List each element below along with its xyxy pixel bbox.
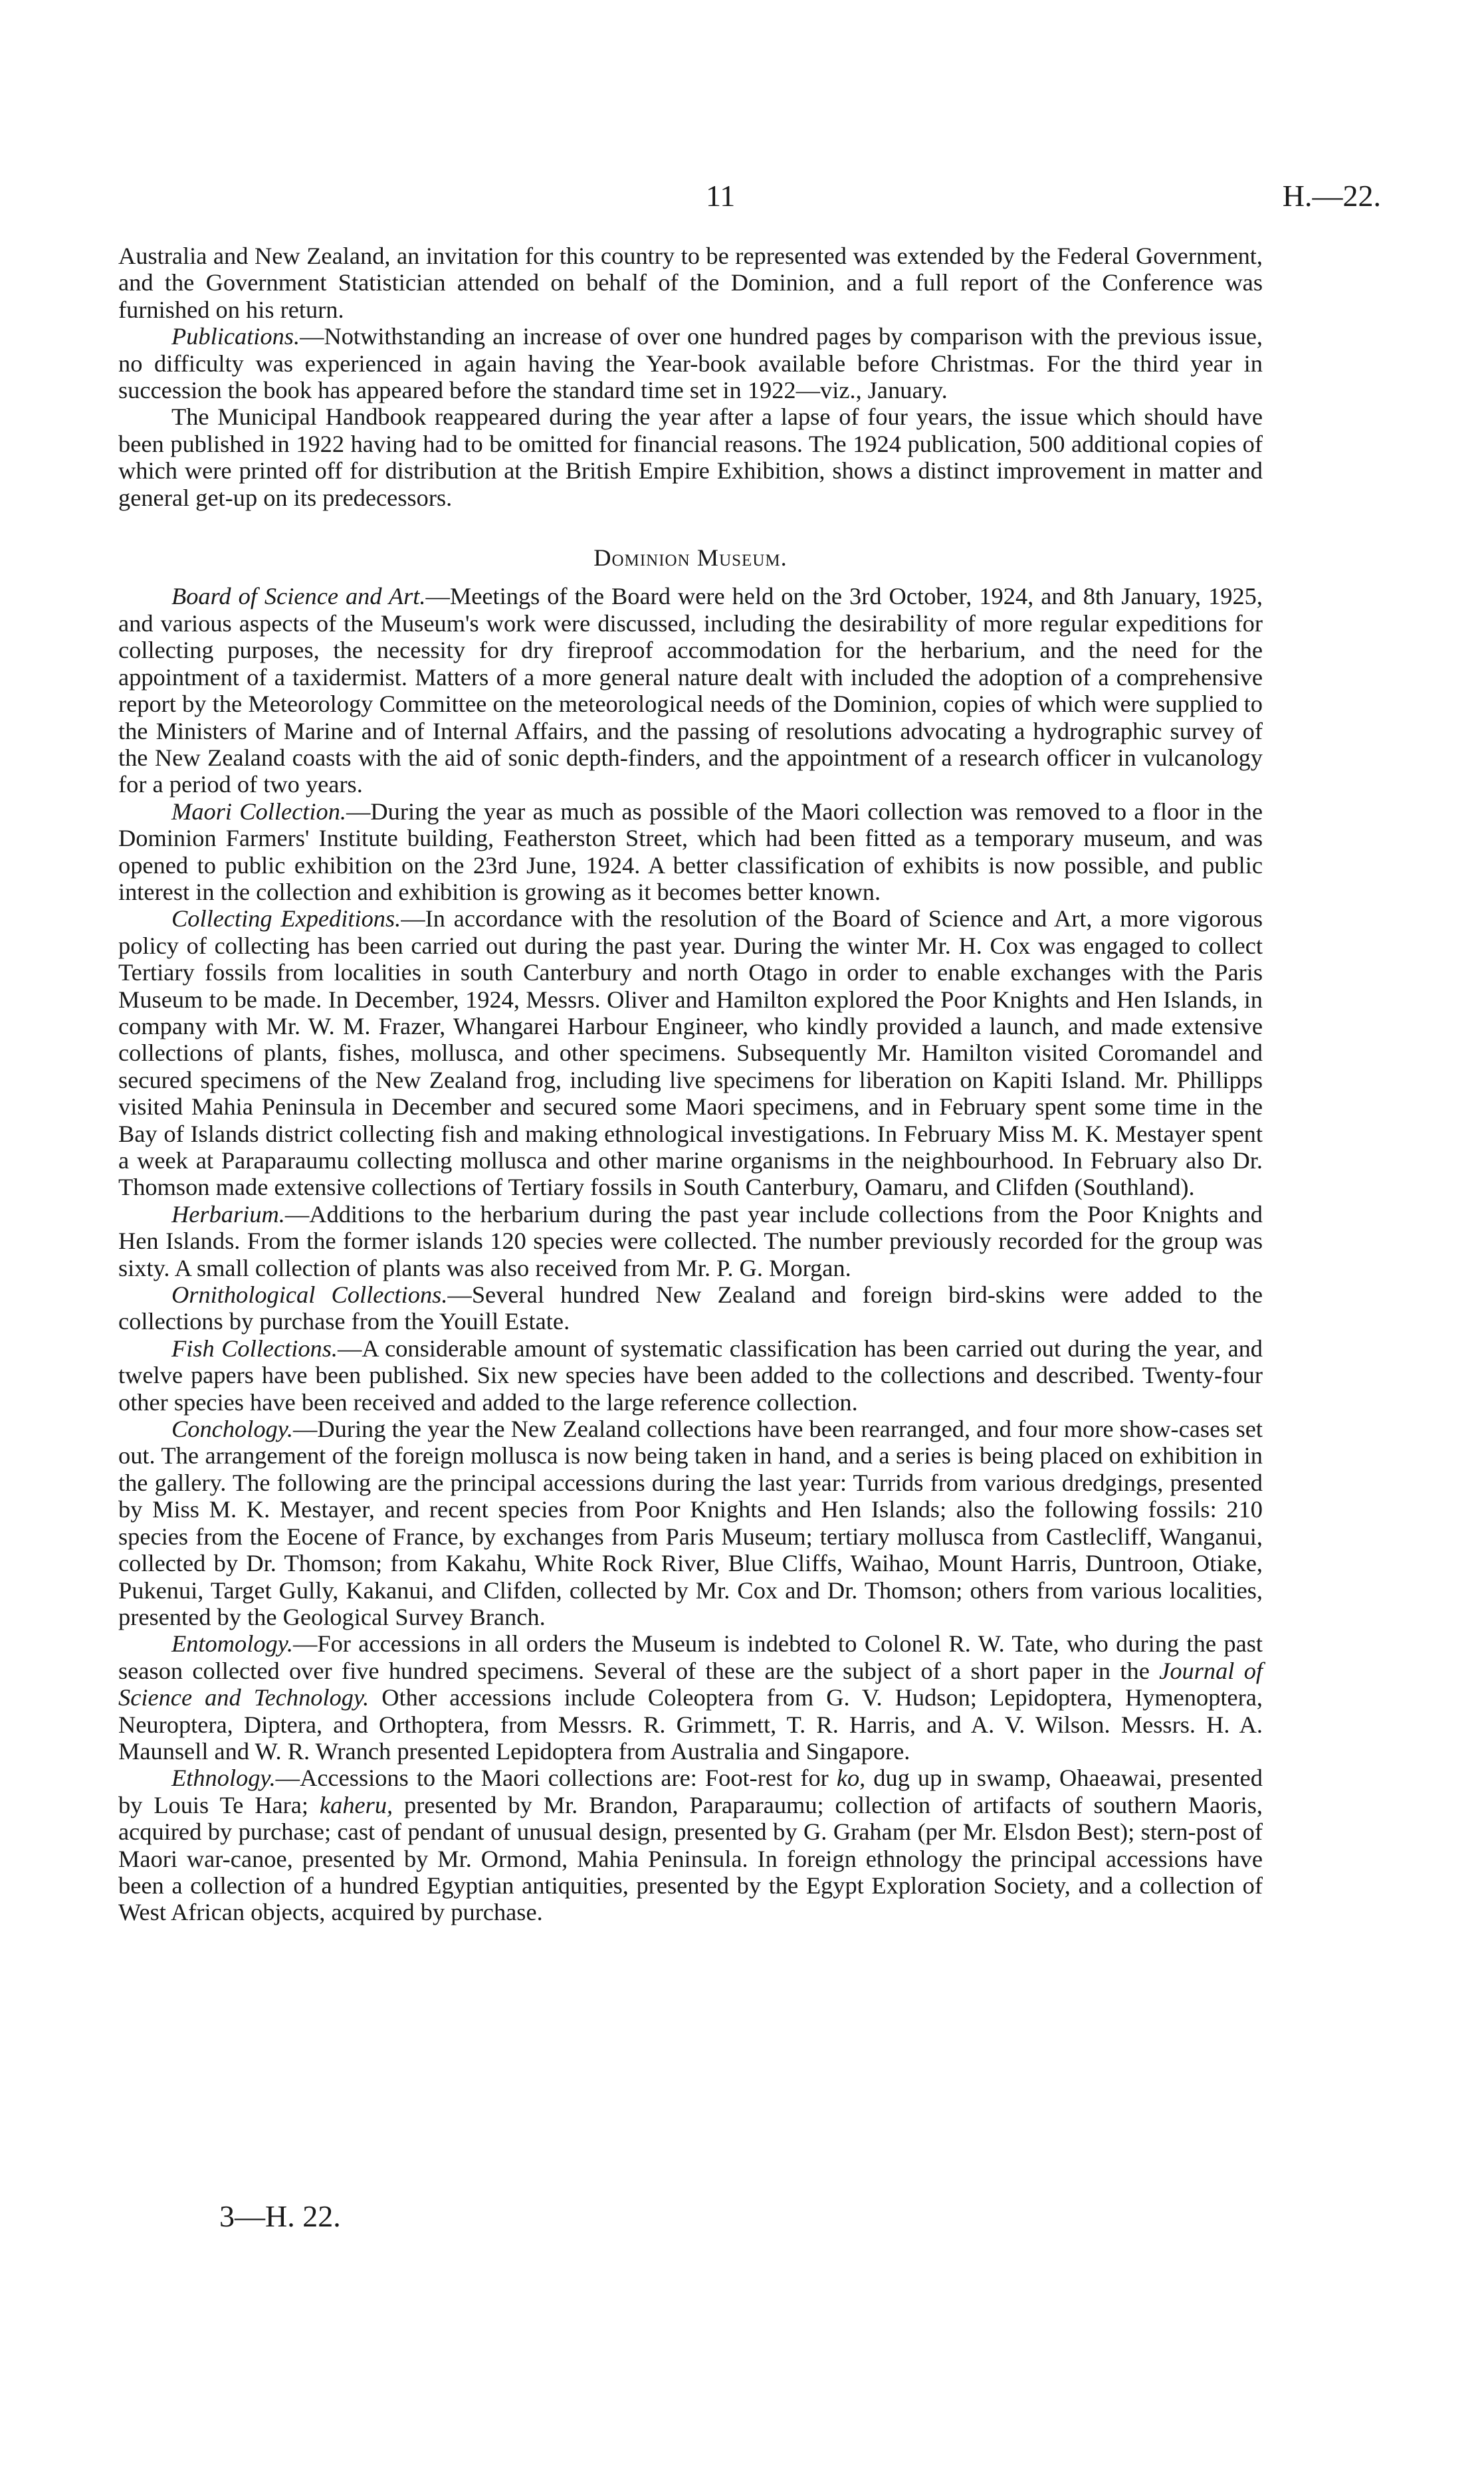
section-heading: Maori Collection. xyxy=(171,798,347,825)
paragraph-text: —In accordance with the resolution of the Board of Science and Art, a more vigorous policy of collecting has been carried out during the past year. During the winter Mr. H. Cox was engaged to collect Tertiary fossils from localities in south Canterbury and north Otago in order to enable exchanges with the Paris Museum to be made. In December, 1924, Messrs. Oliver and Hamilton explored the Poor Knights and Hen Islands, in company with Mr. W. M. Frazer, Whangarei Harbour Engineer, who kindly provided a launch, and made extensive collections of plants, fishes, mollusca, and other specimens. Subsequently Mr. Hamilton visited Coromandel and secured specimens of the New Zealand frog, including live specimens for liberation on Kapiti Island. Mr. Phillipps visited Mahia Peninsula in December and secured some Maori specimens, and in February spent some time in the Bay of Islands district collecting fish and making ethnological investigations. In February Miss M. K. Mestayer spent a week at Paraparaumu collecting mollusca and other marine organisms in the neighbourhood. In February also Dr. Thomson made extensive collections of Tertiary fossils in South Canterbury, Oamaru, and Clifden (Southland). xyxy=(118,905,1263,1201)
report-reference: H.—22. xyxy=(1282,179,1381,213)
journal-title: Journal of Science and Technology. xyxy=(118,1657,1263,1711)
paragraph-text: —Additions to the herbarium during the past year include collections from the Poor Knights and Hen Islands. From the former islands 120 species were collected. The number previously recorded for the group was sixty. A small collection of plants was also received from Mr. P. G. Morgan. xyxy=(118,1200,1263,1281)
paragraph-text: —Several hundred New Zealand and foreign bird-skins were added to the collections by purchase from the Youill Estate. xyxy=(118,1281,1263,1335)
maori-term: kaheru, xyxy=(319,1791,393,1818)
paragraph-text: —A considerable amount of systematic classification has been carried out during the year, and twelve papers have been published. Six new species have been added to the collections and described. Twenty-four other species have been received and added to the large reference collection. xyxy=(118,1335,1263,1416)
section-heading: Ornithological Collections. xyxy=(171,1281,448,1309)
maori-collection-paragraph xyxy=(118,798,1263,906)
paragraph-text: dug up in swamp, Ohaeawai, presented by Louis Te Hara; xyxy=(118,1765,1263,1818)
section-heading: Board of Science and Art. xyxy=(171,583,426,610)
paragraph-text: —For accessions in all orders the Museum is indebted to Colonel R. W. Tate, who during the past season collected over five hundred specimens. Several of these are the subject of a short paper in the xyxy=(118,1630,1263,1684)
fish-collections-paragraph xyxy=(118,1335,1263,1416)
section-heading: Conchology. xyxy=(171,1416,293,1443)
paragraph-text: —Accessions to the Maori collections are: Foot-rest for xyxy=(275,1765,837,1792)
section-heading-publications: Publications. xyxy=(171,323,300,350)
conchology-paragraph xyxy=(118,1416,1263,1630)
publications-paragraph xyxy=(118,323,1263,403)
paragraph-text: presented by Mr. Brandon, Paraparaumu; collection of artifacts of southern Maoris, acquired by purchase; cast of pendant of unusual design, presented by G. Graham (per Mr. Elsdon Best); stern-post of Maori war-canoe, presented by Mr. Ormond, Mahia Peninsula. In foreign ethnology the principal accessions have been a collection of a hundred Egyptian antiquities, presented by the Egypt Exploration Society, and a collection of West African objects, acquired by purchase. xyxy=(118,1791,1263,1926)
paragraph-text: —Meetings of the Board were held on the 3rd October, 1924, and 8th January, 1925, and various aspects of the Museum's work were discussed, including the desirability of more regular expeditions for collecting purposes, the necessity for dry fireproof accommodation for the herbarium, and the need for the appointment of a taxidermist. Matters of a more general nature dealt with included the adoption of a comprehensive report by the Meteorology Committee on the meteorological needs of the Dominion, copies of which were supplied to the Ministers of Marine and of Internal Affairs, and the passing of resolutions advocating a hydrographic survey of the New Zealand coasts with the aid of sonic depth-finders, and the appointment of a research officer in vulcanology for a period of two years. xyxy=(118,583,1263,798)
dominion-museum-heading: Dominion Museum. xyxy=(593,544,788,572)
paragraph-text: Other accessions include Coleoptera from G. V. Hudson; Lepidoptera, Hymenoptera, Neuroptera, Diptera, and Orthoptera, from Messrs. R. Grimmett, T. R. Harris, and A. V. Wilson. Messrs. H. A. Maunsell and W. R. Wranch presented Lepidoptera from Australia and Singapore. xyxy=(118,1684,1263,1765)
ornithological-paragraph xyxy=(118,1281,1263,1335)
section-heading: Entomology. xyxy=(171,1630,293,1658)
board-of-science-paragraph xyxy=(118,583,1263,798)
intro-paragraph: Australia and New Zealand, an invitation for this country to be represented was extended by the Federal Government, and the Government Statistician attended on behalf of the Dominion, and a full report of the Conference was furnished on his return. xyxy=(118,243,1263,323)
paragraph-text: —During the year as much as possible of the Maori collection was removed to a floor in the Dominion Farmers' Institute building, Featherston Street, which had been fitted as a temporary museum, and was opened to public exhibition on the 23rd June, 1924. A better classification of exhibits is now possible, and public interest in the collection and exhibition is growing as it becomes better known. xyxy=(118,798,1263,905)
ethnology-paragraph xyxy=(118,1765,1263,1925)
signature-reference: 3—H. 22. xyxy=(219,2199,341,2233)
page-number: 11 xyxy=(706,179,736,213)
section-heading: Collecting Expeditions. xyxy=(171,905,401,932)
maori-term: ko, xyxy=(836,1765,866,1792)
entomology-paragraph xyxy=(118,1630,1263,1765)
paragraph-text: —Notwithstanding an increase of over one hundred pages by comparison with the previous issue, no difficulty was experienced in again having the Year-book available before Christmas. For the third year in succession the book has appeared before the standard time set in 1922—viz., January. xyxy=(118,323,1263,404)
section-heading: Fish Collections. xyxy=(171,1335,338,1362)
municipal-handbook-paragraph: The Municipal Handbook reappeared during the year after a lapse of four years, the issue which should have been published in 1922 having had to be omitted for financial reasons. The 1924 publication, 500 additional copies of which were printed off for distribution at the British Empire Exhibition, shows a distinct improvement in matter and general get-up on its predecessors. xyxy=(118,403,1263,511)
section-heading: Herbarium. xyxy=(171,1200,285,1228)
collecting-expeditions-paragraph xyxy=(118,905,1263,1200)
section-heading: Ethnology. xyxy=(171,1765,276,1792)
body-text xyxy=(118,243,1263,1926)
herbarium-paragraph xyxy=(118,1201,1263,1281)
paragraph-text: —During the year the New Zealand collections have been rearranged, and four more show-cases set out. The arrangement of the foreign mollusca is now being taken in hand, and a series is being placed on exhibition in the gallery. The following are the principal accessions during the last year: Turrids from various dredgings, presented by Miss M. K. Mestayer, and recent species from Poor Knights and Hen Islands; also the following fossils: 210 species from the Eocene of France, by exchanges from Paris Museum; tertiary mollusca from Castlecliff, Wanganui, collected by Dr. Thomson; from Kakahu, White Rock River, Blue Cliffs, Waihao, Mount Harris, Duntroon, Otiake, Pukenui, Target Gully, Kakanui, and Clifden, collected by Mr. Cox and Dr. Thomson; others from various localities, presented by the Geological Survey Branch. xyxy=(118,1416,1263,1630)
